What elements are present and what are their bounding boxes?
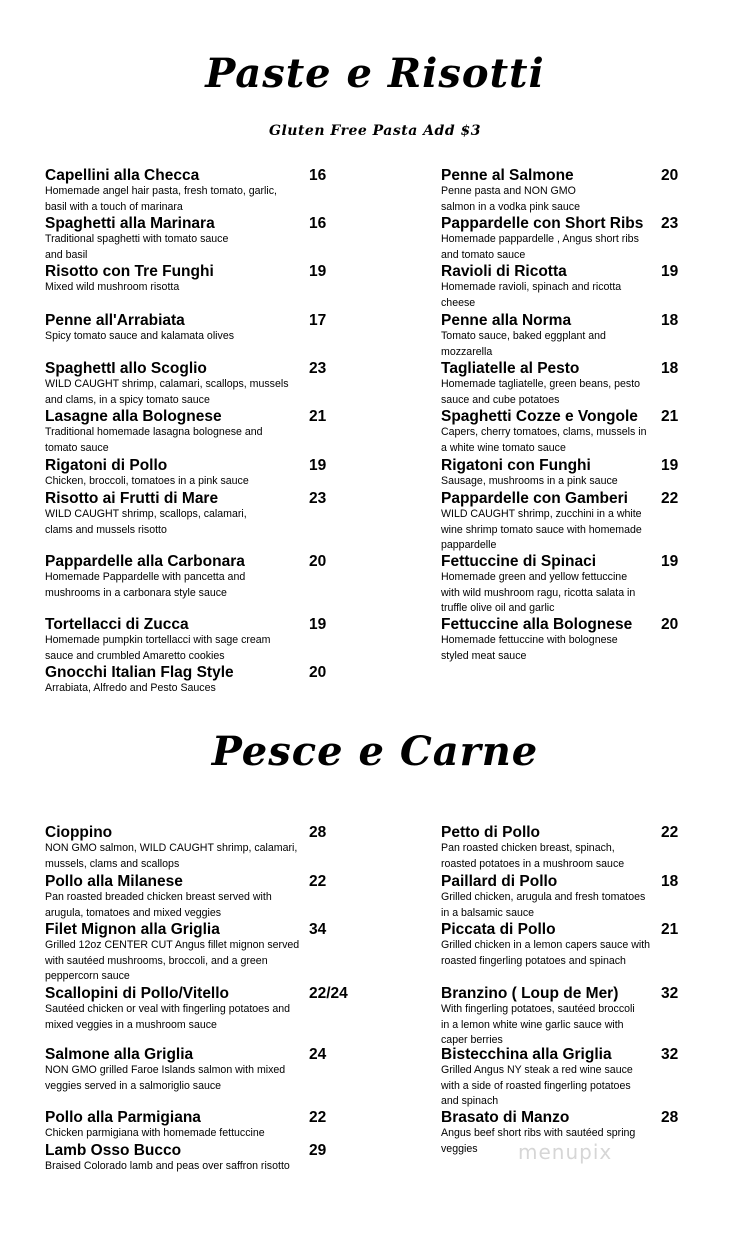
dish-description: Capers, cherry tomatoes, clams, mussels in bbox=[441, 426, 647, 438]
dish-description: Homemade Pappardelle with pancetta and bbox=[45, 571, 246, 583]
dish-name: Salmone alla Griglia bbox=[45, 1046, 194, 1063]
dish-price: 19 bbox=[309, 457, 327, 474]
menu-item bbox=[45, 263, 341, 296]
dish-description: roasted fingerling potatoes and spinach bbox=[441, 954, 626, 967]
dish-price: 21 bbox=[661, 921, 679, 938]
dish-name: SpaghettI allo Scoglio bbox=[45, 360, 207, 377]
dish-price: 19 bbox=[309, 616, 327, 633]
menu-item bbox=[45, 490, 341, 538]
dish-description: Arrabiata, Alfredo and Pesto Sauces bbox=[45, 682, 216, 694]
dish-description: Spicy tomato sauce and kalamata olives bbox=[45, 330, 235, 342]
dish-price: 16 bbox=[309, 215, 327, 232]
dish-name: Pollo alla Milanese bbox=[45, 873, 183, 890]
dish-description: Grilled Angus NY steak a red wine sauce bbox=[441, 1064, 633, 1076]
dish-description: Grilled chicken in a lemon capers sauce with bbox=[441, 939, 651, 951]
dish-price: 21 bbox=[661, 408, 679, 425]
dish-description: Grilled chicken, arugula and fresh tomatoes bbox=[441, 891, 646, 903]
dish-description: in a lemon white wine garlic sauce with bbox=[441, 1018, 624, 1031]
dish-description: Homemade tagliatelle, green beans, pesto bbox=[441, 378, 641, 390]
dish-description: Pan roasted breaded chicken breast served with bbox=[45, 891, 272, 903]
menu-item bbox=[441, 873, 737, 921]
dish-description: Homemade angel hair pasta, fresh tomato, garlic, bbox=[45, 185, 278, 197]
dish-price: 22 bbox=[661, 824, 679, 841]
dish-price: 20 bbox=[309, 553, 327, 570]
dish-description: with sautéed mushrooms, broccoli, and a green bbox=[45, 954, 268, 967]
dish-price: 20 bbox=[661, 616, 679, 633]
menu-item bbox=[45, 215, 341, 263]
menu-item bbox=[441, 215, 737, 263]
dish-price: 34 bbox=[309, 921, 327, 938]
dish-description: mixed veggies in a mushroom sauce bbox=[45, 1018, 217, 1031]
dish-price: 19 bbox=[661, 457, 679, 474]
dish-name: Lasagne alla Bolognese bbox=[45, 408, 222, 425]
menu-item bbox=[441, 167, 737, 215]
dish-description: cheese bbox=[441, 296, 476, 309]
dish-description: Braised Colorado lamb and peas over saffron risotto bbox=[45, 1160, 290, 1172]
dish-description: and tomato sauce bbox=[441, 248, 526, 261]
menu-item bbox=[441, 824, 737, 872]
dish-description: WILD CAUGHT shrimp, scallops, calamari, bbox=[45, 508, 247, 520]
dish-description: styled meat sauce bbox=[441, 649, 527, 662]
dish-name: Fettuccine di Spinaci bbox=[441, 553, 597, 570]
dish-description: mussels, clams and scallops bbox=[45, 857, 180, 870]
dish-name: Penne all'Arrabiata bbox=[45, 312, 185, 329]
dish-name: Spaghetti alla Marinara bbox=[45, 215, 215, 232]
dish-name: Tortellacci di Zucca bbox=[45, 616, 189, 633]
dish-name: Branzino ( Loup de Mer) bbox=[441, 985, 619, 1002]
dish-price: 16 bbox=[309, 167, 327, 184]
dish-description: tomato sauce bbox=[45, 441, 109, 454]
dish-name: Piccata di Pollo bbox=[441, 921, 556, 938]
menu-item bbox=[45, 1109, 341, 1142]
dish-description: salmon in a vodka pink sauce bbox=[441, 200, 580, 213]
dish-name: Bistecchina alla Griglia bbox=[441, 1046, 612, 1063]
dish-description: in a balsamic sauce bbox=[441, 906, 535, 919]
menu-item bbox=[441, 490, 737, 554]
dish-price: 28 bbox=[309, 824, 327, 841]
dish-description: Angus beef short ribs with sautéed spring bbox=[441, 1127, 636, 1139]
dish-name: Cioppino bbox=[45, 824, 113, 841]
dish-description: Sautéed chicken or veal with fingerling potatoes and bbox=[45, 1003, 290, 1015]
dish-description: peppercorn sauce bbox=[45, 970, 130, 982]
dish-description: Homemade pappardelle , Angus short ribs bbox=[441, 233, 639, 245]
menu-item bbox=[441, 408, 737, 456]
dish-description: wine shrimp tomato sauce with homemade bbox=[441, 523, 642, 536]
dish-description: NON GMO salmon, WILD CAUGHT shrimp, calamari, bbox=[45, 842, 298, 854]
dish-description: a white wine tomato sauce bbox=[441, 441, 566, 454]
dish-description: With fingerling potatoes, sautéed broccoli bbox=[441, 1003, 635, 1015]
section-title-mains: Pesce e Carne bbox=[211, 728, 539, 775]
dish-description: mushrooms in a carbonara style sauce bbox=[45, 586, 227, 599]
dish-price: 32 bbox=[661, 985, 679, 1002]
dish-description: roasted potatoes in a mushroom sauce bbox=[441, 857, 625, 870]
dish-price: 22 bbox=[309, 873, 327, 890]
dish-price: 21 bbox=[309, 408, 327, 425]
dish-price: 22/24 bbox=[309, 985, 348, 1002]
menu-item bbox=[45, 408, 341, 456]
dish-name: Scallopini di Pollo/Vitello bbox=[45, 985, 230, 1002]
watermark: menupix bbox=[518, 1140, 613, 1164]
dish-name: Pappardelle con Gamberi bbox=[441, 490, 628, 507]
dish-price: 20 bbox=[661, 167, 679, 184]
dish-description: Sausage, mushrooms in a pink sauce bbox=[441, 475, 618, 487]
dish-description: truffle olive oil and garlic bbox=[441, 602, 555, 614]
dish-name: Capellini alla Checca bbox=[45, 167, 200, 184]
menu-item bbox=[45, 457, 341, 490]
menu-item bbox=[45, 616, 341, 664]
dish-name: Penne alla Norma bbox=[441, 312, 572, 329]
dish-description: caper berries bbox=[441, 1034, 503, 1046]
dish-name: Lamb Osso Bucco bbox=[45, 1142, 182, 1159]
dish-price: 28 bbox=[661, 1109, 679, 1126]
dish-description: and basil bbox=[45, 248, 88, 261]
dish-description: sauce and crumbled Amaretto cookies bbox=[45, 649, 225, 662]
menu-item bbox=[441, 985, 737, 1049]
dish-price: 19 bbox=[309, 263, 327, 280]
dish-description: arugula, tomatoes and mixed veggies bbox=[45, 906, 222, 919]
dish-price: 22 bbox=[309, 1109, 327, 1126]
dish-name: Rigatoni con Funghi bbox=[441, 457, 591, 474]
menu-item bbox=[45, 873, 341, 921]
dish-description: Homemade pumpkin tortellacci with sage cream bbox=[45, 634, 271, 646]
dish-price: 32 bbox=[661, 1046, 679, 1063]
dish-price: 23 bbox=[661, 215, 679, 232]
menu-item bbox=[441, 360, 737, 408]
dish-price: 19 bbox=[661, 553, 679, 570]
dish-description: basil with a touch of marinara bbox=[45, 200, 183, 213]
menu-item bbox=[441, 921, 737, 969]
dish-name: Tagliatelle al Pesto bbox=[441, 360, 580, 377]
dish-name: Risotto ai Frutti di Mare bbox=[45, 490, 219, 507]
dish-description: Chicken parmigiana with homemade fettuccine bbox=[45, 1127, 265, 1139]
gluten-free-note: Gluten Free Pasta Add $3 bbox=[269, 123, 481, 139]
dish-description: Homemade ravioli, spinach and ricotta bbox=[441, 281, 622, 293]
dish-description: Tomato sauce, baked eggplant and bbox=[441, 330, 606, 342]
dish-price: 22 bbox=[661, 490, 679, 507]
menu-item bbox=[45, 312, 341, 345]
menu-item bbox=[45, 664, 341, 697]
dish-name: Filet Mignon alla Griglia bbox=[45, 921, 220, 938]
dish-description: and clams, in a spicy tomato sauce bbox=[45, 393, 210, 406]
dish-description: with a side of roasted fingerling potatoes bbox=[441, 1079, 631, 1092]
dish-description: sauce and cube potatoes bbox=[441, 393, 560, 406]
dish-description: and spinach bbox=[441, 1095, 499, 1107]
dish-name: Fettuccine alla Bolognese bbox=[441, 616, 633, 633]
menu-item bbox=[441, 312, 737, 360]
dish-description: Homemade green and yellow fettuccine bbox=[441, 571, 628, 583]
dish-name: Spaghetti Cozze e Vongole bbox=[441, 408, 638, 425]
dish-name: Pappardelle alla Carbonara bbox=[45, 553, 245, 570]
dish-price: 23 bbox=[309, 490, 327, 507]
dish-description: Pan roasted chicken breast, spinach, bbox=[441, 842, 615, 854]
menu-item bbox=[45, 1046, 341, 1094]
dish-description: Chicken, broccoli, tomatoes in a pink sauce bbox=[45, 475, 249, 487]
dish-name: Gnocchi Italian Flag Style bbox=[45, 664, 234, 681]
dish-description: clams and mussels risotto bbox=[45, 523, 167, 536]
dish-description: WILD CAUGHT shrimp, zucchini in a white bbox=[441, 508, 642, 520]
dish-name: Brasato di Manzo bbox=[441, 1109, 570, 1126]
section-title-pasta: Paste e Risotti bbox=[205, 50, 545, 97]
dish-price: 23 bbox=[309, 360, 327, 377]
menu-item bbox=[441, 263, 737, 311]
dish-description: Grilled 12oz CENTER CUT Angus fillet mignon served bbox=[45, 939, 300, 951]
dish-price: 24 bbox=[309, 1046, 327, 1063]
dish-name: Penne al Salmone bbox=[441, 167, 574, 184]
dish-name: Petto di Pollo bbox=[441, 824, 541, 841]
dish-description: with wild mushroom ragu, ricotta salata in bbox=[441, 586, 636, 599]
dish-name: Ravioli di Ricotta bbox=[441, 263, 567, 280]
dish-name: Pappardelle con Short Ribs bbox=[441, 215, 644, 232]
menu-item bbox=[45, 360, 341, 408]
menu-item bbox=[45, 1142, 341, 1175]
dish-price: 20 bbox=[309, 664, 327, 681]
dish-name: Rigatoni di Pollo bbox=[45, 457, 168, 474]
dish-price: 18 bbox=[661, 873, 679, 890]
dish-name: Paillard di Pollo bbox=[441, 873, 558, 890]
menu-item bbox=[441, 553, 737, 617]
menu-item bbox=[45, 553, 341, 601]
dish-price: 18 bbox=[661, 312, 679, 329]
dish-description: WILD CAUGHT shrimp, calamari, scallops, mussels bbox=[45, 378, 289, 390]
dish-description: Traditional spaghetti with tomato sauce bbox=[45, 233, 229, 245]
menu-item bbox=[441, 457, 737, 490]
dish-price: 29 bbox=[309, 1142, 327, 1159]
menu-item bbox=[45, 921, 341, 985]
dish-price: 17 bbox=[309, 312, 327, 329]
dish-description: Homemade fettuccine with bolognese bbox=[441, 634, 618, 646]
dish-description: mozzarella bbox=[441, 345, 493, 358]
dish-description: NON GMO grilled Faroe Islands salmon with mixed bbox=[45, 1064, 286, 1076]
dish-name: Pollo alla Parmigiana bbox=[45, 1109, 201, 1126]
dish-description: veggies bbox=[441, 1142, 478, 1155]
menu-item bbox=[45, 824, 341, 872]
dish-price: 19 bbox=[661, 263, 679, 280]
dish-description: Penne pasta and NON GMO bbox=[441, 185, 576, 197]
dish-description: Mixed wild mushroom risotta bbox=[45, 281, 180, 293]
menu-item bbox=[441, 616, 737, 664]
menu-item bbox=[45, 167, 341, 215]
menu-item bbox=[441, 1046, 737, 1110]
dish-description: veggies served in a salmoriglio sauce bbox=[45, 1079, 222, 1092]
menu-item bbox=[45, 985, 348, 1033]
dish-description: Traditional homemade lasagna bolognese and bbox=[45, 426, 263, 438]
dish-description: pappardelle bbox=[441, 539, 497, 551]
dish-price: 18 bbox=[661, 360, 679, 377]
dish-name: Risotto con Tre Funghi bbox=[45, 263, 214, 280]
